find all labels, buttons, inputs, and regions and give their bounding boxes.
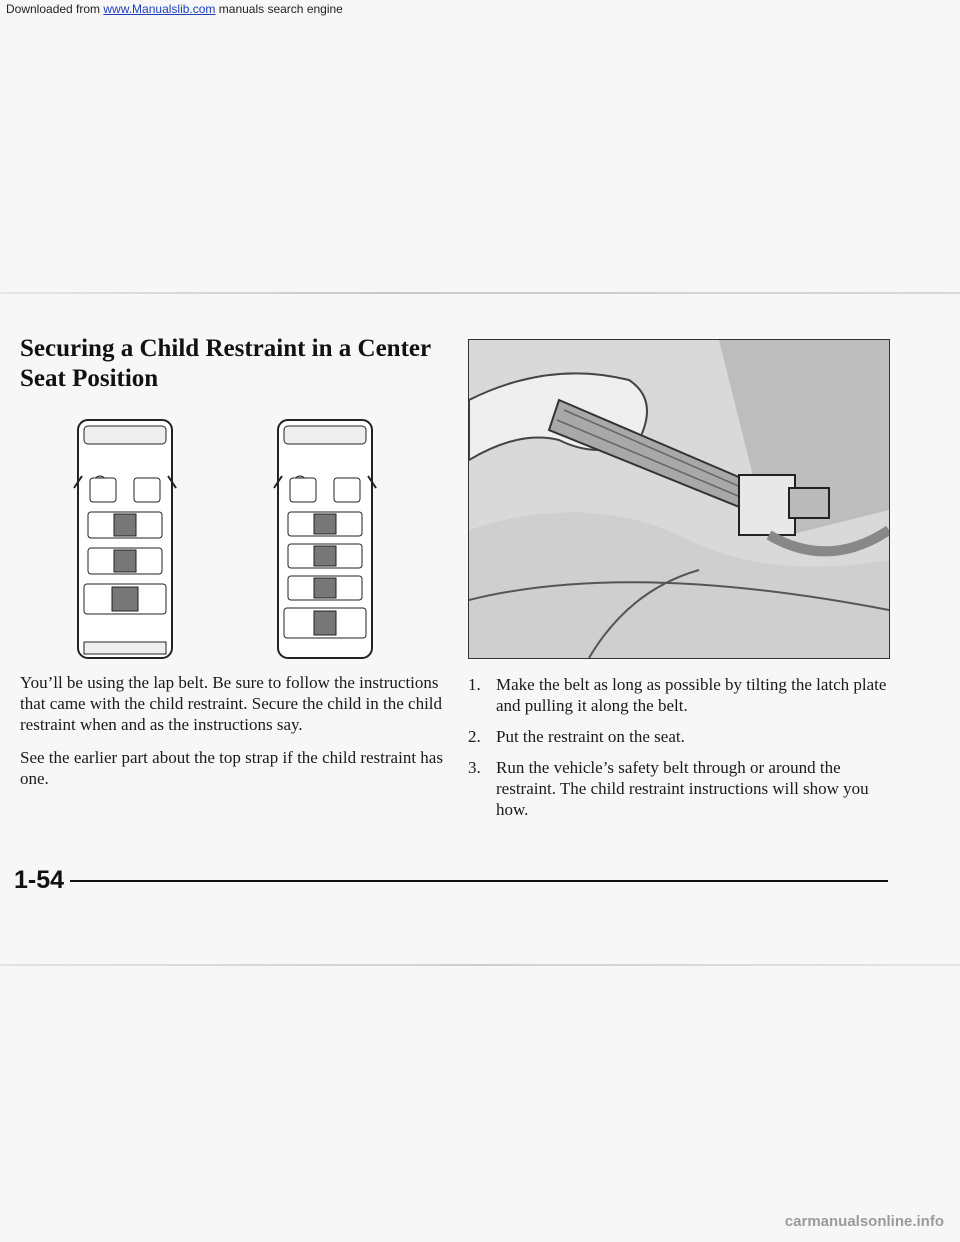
- paragraph-lap-belt: You’ll be using the lap belt. Be sure to follow the instructions that came with the child restraint. Secure the child in the child restraint when and as the instructions say.: [20, 673, 443, 734]
- top-divider: [0, 292, 960, 294]
- section-title-line2: Seat Position: [20, 365, 159, 392]
- steps-list: [468, 674, 888, 830]
- header-suffix: manuals search engine: [215, 2, 343, 16]
- watermark-text: carmanualsonline.info: [784, 1213, 944, 1230]
- seat-belt-illustration: [468, 339, 890, 659]
- header-prefix: Downloaded from: [6, 2, 104, 16]
- manualslib-link[interactable]: www.Manualslib.com: [103, 2, 216, 16]
- paragraph-top-strap: See the earlier part about the top strap if the child restraint has one.: [20, 748, 443, 788]
- step-item: [468, 726, 888, 747]
- step-number: 3.: [468, 758, 481, 777]
- section-title-line1: Securing a Child Restraint in a Center: [20, 335, 432, 362]
- step-text: Make the belt as long as possible by tilting the latch plate and pulling it along the belt.: [496, 675, 887, 715]
- download-source-header: [6, 2, 343, 16]
- van-seating-diagram-left: [70, 416, 180, 662]
- step-text: Run the vehicle’s safety belt through or around the restraint. The child restraint instructions will show you how.: [496, 758, 869, 819]
- scan-edge-divider: [0, 964, 960, 966]
- van-seating-diagram-right: [270, 416, 380, 662]
- step-number: 2.: [468, 727, 481, 746]
- step-item: [468, 674, 888, 716]
- step-number: 1.: [468, 675, 481, 694]
- instructions-text: [20, 672, 445, 801]
- page-number: 1-54: [14, 866, 65, 894]
- step-text: Put the restraint on the seat.: [496, 727, 685, 746]
- step-item: [468, 757, 888, 820]
- section-title: [20, 334, 440, 394]
- footer-divider: [70, 880, 888, 882]
